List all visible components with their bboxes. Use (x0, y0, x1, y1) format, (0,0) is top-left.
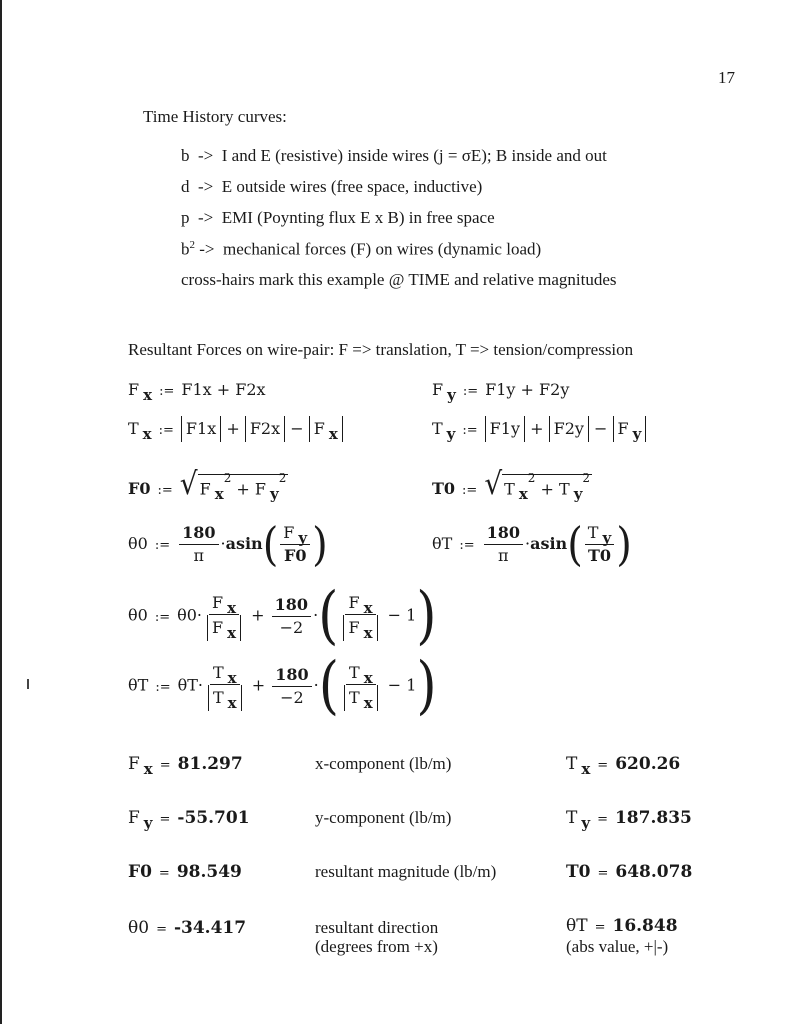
math-token: EMI (Poynting flux E x B) in free space (221, 208, 495, 227)
math-glyph (280, 522, 310, 567)
math-token: := (462, 483, 478, 498)
result-fx (128, 754, 243, 778)
math-token: F (212, 617, 224, 637)
math-token: := (154, 538, 171, 553)
math-token: T (432, 419, 443, 438)
equation-thetaT (432, 518, 632, 571)
math-token: + (520, 380, 534, 399)
math-token: x (142, 425, 152, 443)
list-item (181, 177, 482, 197)
math-token: + (216, 380, 231, 399)
math-token: F2x (235, 380, 266, 399)
math-token: − (387, 675, 402, 695)
math-token: 1 (406, 675, 417, 695)
math-token: F0 (128, 479, 151, 498)
math-token: 2 (527, 470, 536, 485)
math-token: θ0 (128, 534, 148, 553)
math-glyph (179, 522, 218, 567)
math-glyph (345, 592, 375, 615)
label-theta0-line1: resultant direction (315, 918, 439, 937)
math-token: y (632, 425, 642, 443)
math-token: T (349, 662, 360, 682)
equation-ty (432, 416, 646, 442)
math-token: F2x (245, 416, 285, 442)
label-theta0-line2: (degrees from +x) (315, 937, 438, 956)
math-token: · (197, 675, 203, 695)
math-token: mechanical forces (F) on wires (dynamic load) (223, 239, 542, 259)
math-glyph (484, 465, 592, 503)
math-glyph (204, 615, 244, 641)
math-token: = (594, 920, 606, 935)
math-glyph: ( (567, 518, 583, 571)
math-token: x (227, 598, 237, 617)
math-glyph (207, 615, 241, 641)
math-token: F (212, 592, 224, 612)
math-token: x (227, 623, 237, 642)
math-token: + (226, 419, 240, 438)
math-token: -34.417 (173, 918, 247, 938)
math-glyph (204, 592, 244, 641)
math-glyph (198, 470, 289, 503)
math-glyph (340, 592, 380, 641)
math-token: + (236, 479, 250, 498)
math-token: F2y (539, 380, 570, 399)
math-token: F (128, 380, 140, 399)
math-token: 180 (484, 522, 523, 545)
math-token: · (525, 534, 531, 553)
equation-tx (128, 416, 343, 442)
math-token: F2y (549, 416, 589, 442)
math-token: + (251, 605, 265, 625)
list-item (181, 208, 495, 228)
math-glyph (341, 662, 381, 711)
math-glyph (340, 615, 380, 641)
math-token: T0 (566, 862, 591, 882)
math-glyph (280, 522, 310, 545)
page-number: 17 (718, 68, 735, 87)
math-token: y (447, 386, 456, 404)
math-token: asin (530, 534, 568, 553)
math-token: = (156, 922, 167, 937)
math-token: F (283, 523, 295, 542)
math-token: x (363, 623, 373, 642)
equation-fx (128, 380, 266, 404)
result-tx (566, 754, 681, 778)
math-token: θT (566, 916, 588, 936)
math-token: 2 (223, 470, 232, 485)
math-token: 1 (406, 605, 417, 625)
math-glyph (209, 592, 239, 615)
math-token: − (594, 419, 608, 438)
label-fx: x-component (lb/m) (315, 754, 452, 773)
math-token: E outside wires (free space, inductive) (221, 177, 483, 196)
math-token: x (143, 386, 153, 404)
math-token: F (128, 754, 140, 774)
math-glyph: ( (262, 518, 279, 571)
math-token: x (328, 425, 338, 443)
math-token: x (227, 668, 237, 687)
math-token: + (530, 419, 544, 438)
equation-theta0 (128, 518, 328, 571)
math-token: F (199, 479, 211, 498)
equation-theta0-quadrant (128, 580, 437, 652)
math-token: := (154, 609, 171, 625)
math-token: 180 (272, 594, 311, 617)
math-token: T (213, 687, 224, 707)
math-glyph (502, 470, 592, 503)
math-token: -> (198, 208, 214, 227)
result-thetaT (566, 916, 678, 936)
stray-mark (27, 679, 29, 689)
math-token: + (540, 479, 554, 498)
label-fy: y-component (lb/m) (315, 808, 452, 827)
math-token: · (196, 605, 202, 625)
math-token: √ (484, 465, 503, 502)
math-token: x (363, 693, 373, 712)
math-token: -> (198, 146, 214, 165)
math-token: := (459, 538, 475, 553)
math-token: π (498, 546, 509, 565)
list-item (181, 239, 541, 260)
math-token: T (504, 479, 515, 498)
math-token: −2 (279, 617, 304, 637)
math-token: y (581, 814, 591, 832)
math-token: = (597, 866, 609, 881)
math-glyph (346, 662, 376, 685)
math-token: · (313, 605, 319, 625)
result-t0 (566, 862, 692, 882)
math-token: θ0 (177, 605, 197, 625)
math-token: = (159, 812, 171, 827)
math-token: x (363, 668, 373, 687)
math-token: := (157, 483, 173, 498)
math-token: I and E (resistive) inside wires (j = σE); B inside and out (221, 146, 607, 165)
math-token: x (143, 760, 153, 778)
math-token: F1x (181, 416, 221, 442)
math-token: · (313, 675, 319, 695)
math-token: F (313, 419, 325, 438)
math-token: 620.26 (615, 754, 681, 774)
math-glyph (309, 416, 343, 442)
math-token: F0 (283, 546, 307, 565)
math-token: x (214, 485, 224, 503)
math-token: F1x (181, 380, 212, 399)
math-token: 187.835 (614, 808, 692, 828)
math-glyph (205, 662, 245, 711)
equation-thetaT-quadrant (128, 650, 437, 722)
note-thetaT: (abs value, +|-) (566, 937, 669, 956)
math-token: y (446, 425, 456, 443)
math-glyph: ( (318, 580, 339, 652)
math-token: := (155, 679, 171, 695)
result-fy (128, 808, 250, 832)
math-token: := (462, 423, 478, 438)
math-token: = (159, 758, 171, 773)
math-glyph (484, 522, 523, 567)
math-token: x (363, 598, 373, 617)
math-token: T (213, 662, 224, 682)
math-glyph: ) (416, 580, 437, 652)
math-token: θ0 (128, 605, 148, 625)
math-token: F (254, 479, 267, 498)
math-token: p (181, 208, 190, 227)
math-token: θ0 (128, 918, 150, 938)
math-token: -55.701 (177, 808, 250, 828)
math-token: F1y (485, 380, 516, 399)
math-glyph: ( (318, 650, 340, 722)
resultant-heading: Resultant Forces on wire-pair: F => translation, T => tension/compression (128, 340, 634, 359)
math-token: F (128, 808, 140, 828)
math-glyph (343, 615, 377, 641)
math-token: 16.848 (612, 916, 678, 936)
math-glyph (208, 685, 242, 711)
math-token: · (220, 534, 226, 553)
math-token: asin (225, 534, 263, 553)
math-token: := (158, 423, 174, 438)
result-theta0 (128, 918, 246, 938)
math-token: F (348, 592, 360, 612)
math-token: 2 (278, 470, 287, 485)
math-glyph (272, 594, 311, 639)
math-token: y (298, 529, 308, 547)
math-token: −2 (280, 687, 304, 707)
math-token: T0 (432, 479, 456, 498)
math-token: π (193, 546, 205, 565)
math-token: d (181, 177, 190, 196)
math-glyph (613, 416, 647, 442)
list-note: cross-hairs mark this example @ TIME and relative magnitudes (181, 270, 617, 289)
math-token: y (602, 529, 612, 547)
math-glyph: ) (616, 518, 632, 571)
math-token: θT (128, 675, 149, 695)
math-token: F (617, 419, 629, 438)
math-token: 180 (272, 664, 311, 687)
result-f0 (128, 862, 242, 882)
math-token: b (181, 146, 190, 165)
math-token: x (581, 760, 591, 778)
math-token: θT (177, 675, 198, 695)
math-glyph (205, 685, 245, 711)
math-token: x (227, 693, 237, 712)
math-token: y (270, 485, 279, 503)
math-token: y (143, 814, 153, 832)
math-token: − (387, 605, 402, 625)
math-token: √ (179, 465, 198, 502)
math-glyph (272, 664, 311, 709)
math-token: θT (432, 534, 453, 553)
equation-fy (432, 380, 570, 404)
math-token: F (432, 380, 444, 399)
math-token: 81.297 (177, 754, 243, 774)
math-token: := (462, 384, 479, 399)
result-ty (566, 808, 692, 832)
math-token: + (251, 675, 266, 695)
math-glyph (341, 685, 381, 711)
math-token: F1y (485, 416, 525, 442)
math-token: T (566, 808, 578, 828)
math-token: 648.078 (615, 862, 693, 882)
math-token: = (597, 812, 608, 827)
math-token: 98.549 (176, 862, 242, 882)
math-token: F0 (128, 862, 152, 882)
math-glyph: ) (416, 650, 437, 722)
math-token: x (518, 485, 528, 503)
math-token: 2 (582, 470, 591, 485)
math-token: T (559, 479, 570, 498)
time-history-heading: Time History curves: (143, 107, 287, 126)
math-glyph (210, 662, 240, 685)
equation-f0 (128, 465, 288, 503)
math-token: T (566, 754, 578, 774)
math-token: b (181, 239, 190, 259)
list-item (181, 146, 607, 166)
math-token: T0 (587, 546, 612, 565)
equation-t0 (432, 465, 592, 503)
math-token: := (159, 384, 175, 399)
math-token: y (573, 485, 583, 503)
math-token: − (290, 419, 304, 438)
math-glyph (344, 685, 378, 711)
math-token: -> (198, 177, 214, 196)
math-glyph: ) (312, 518, 328, 571)
math-token: = (158, 866, 170, 881)
scan-edge (0, 0, 2, 1024)
math-token: T (349, 687, 360, 707)
math-glyph (179, 465, 289, 503)
math-token: 180 (179, 522, 218, 545)
math-token: -> (199, 239, 215, 259)
math-token: T (128, 419, 139, 438)
math-glyph (585, 522, 614, 567)
math-token: = (597, 758, 609, 773)
math-token: T (587, 523, 599, 542)
math-token: 2 (189, 239, 195, 251)
math-token: F (348, 617, 360, 637)
math-glyph (585, 522, 614, 545)
label-f0: resultant magnitude (lb/m) (315, 862, 497, 881)
